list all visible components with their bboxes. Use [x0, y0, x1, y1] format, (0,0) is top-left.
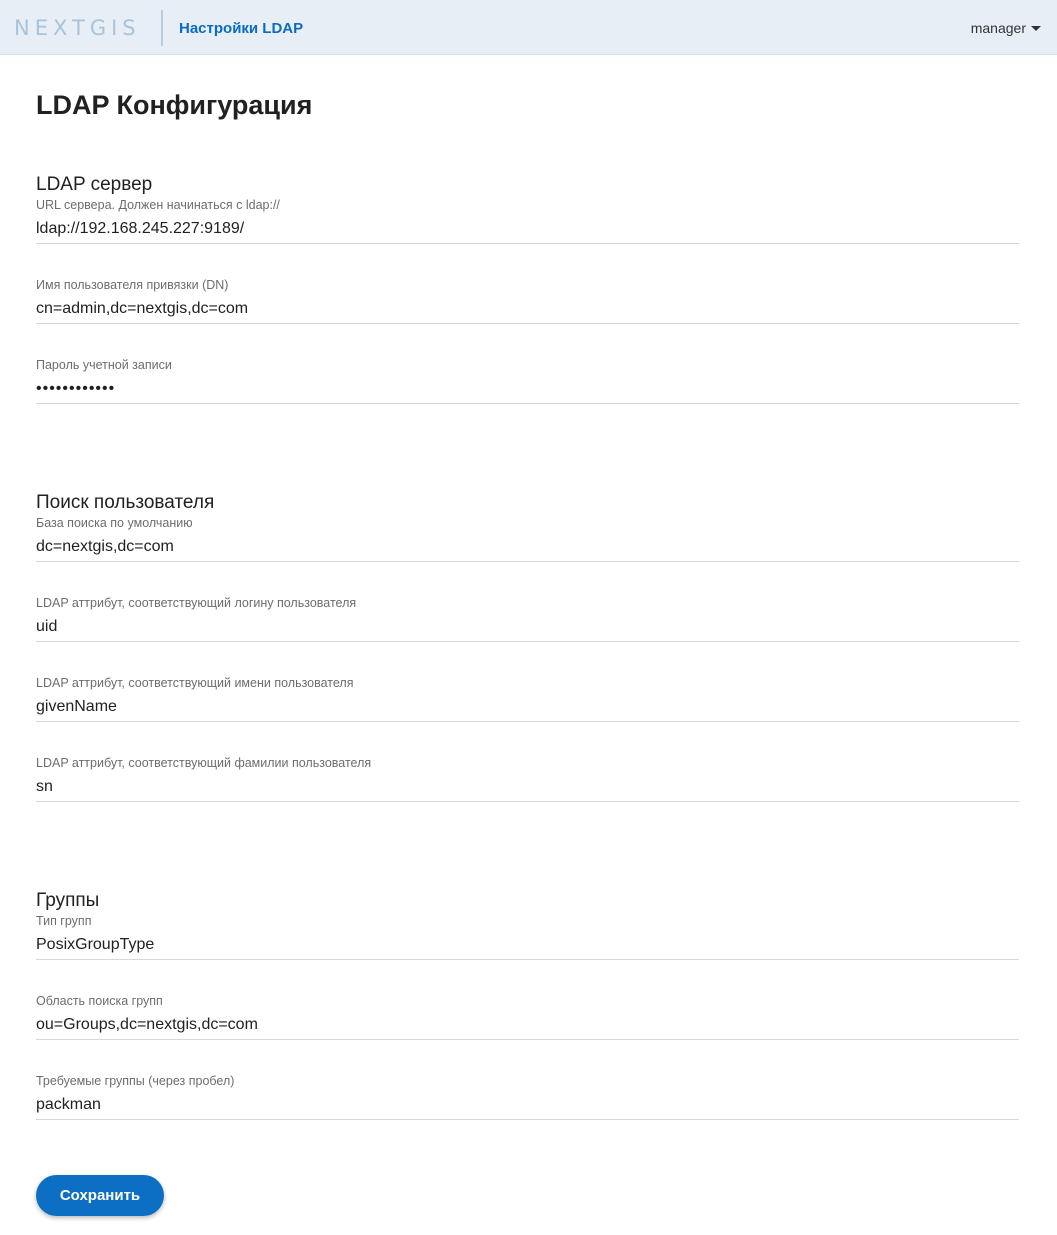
section-ldap-server: [36, 174, 1019, 438]
ldap-settings-link[interactable]: Настройки LDAP: [179, 20, 304, 37]
first-name-attribute-field: [36, 676, 1019, 756]
field-label: LDAP аттрибут, соответствующий фамилии пользователя: [36, 756, 372, 770]
section-title: LDAP сервер: [36, 174, 153, 195]
page-title: LDAP Конфигурация: [36, 90, 313, 120]
login-attribute-field: [36, 596, 1019, 676]
last-name-attribute-input[interactable]: [36, 772, 1019, 802]
group-search-base-input[interactable]: [36, 1010, 1019, 1040]
field-label: Область поиска групп: [36, 994, 163, 1008]
nextgis-logo[interactable]: NEXTGIS: [14, 16, 141, 40]
server-url-input[interactable]: [36, 214, 1019, 244]
password-input[interactable]: [36, 374, 1019, 404]
last-name-attribute-field: [36, 756, 1019, 836]
field-label: LDAP аттрибут, соответствующий логину пользователя: [36, 596, 357, 610]
group-type-input[interactable]: [36, 930, 1019, 960]
bind-dn-field: [36, 278, 1019, 358]
field-label: URL сервера. Должен начинаться с ldap://: [36, 198, 280, 212]
search-base-field: [36, 516, 1019, 596]
user-name: manager: [970, 20, 1026, 36]
top-bar: [0, 0, 1057, 55]
field-label: Имя пользователя привязки (DN): [36, 278, 229, 292]
section-user-search: [36, 492, 1019, 836]
required-groups-input[interactable]: [36, 1090, 1019, 1120]
first-name-attribute-input[interactable]: [36, 692, 1019, 722]
section-title: Группы: [36, 890, 100, 911]
field-label: Пароль учетной записи: [36, 358, 172, 372]
bind-dn-input[interactable]: [36, 294, 1019, 324]
group-search-base-field: [36, 994, 1019, 1074]
field-label: Тип групп: [36, 914, 92, 928]
field-label: База поиска по умолчанию: [36, 516, 193, 530]
save-button[interactable]: Сохранить: [36, 1175, 164, 1216]
user-menu[interactable]: [971, 20, 1041, 36]
search-base-input[interactable]: [36, 532, 1019, 562]
password-field: [36, 358, 1019, 438]
login-attribute-input[interactable]: [36, 612, 1019, 642]
field-label: LDAP аттрибут, соответствующий имени пользователя: [36, 676, 354, 690]
group-type-field: [36, 914, 1019, 994]
section-groups: [36, 890, 1019, 1154]
server-url-field: [36, 198, 1019, 278]
section-title: Поиск пользователя: [36, 492, 215, 513]
required-groups-field: [36, 1074, 1019, 1154]
field-label: Требуемые группы (через пробел): [36, 1074, 235, 1088]
main-content: [36, 90, 1019, 1088]
caret-down-icon: [1031, 26, 1041, 31]
header-divider: [161, 10, 163, 46]
